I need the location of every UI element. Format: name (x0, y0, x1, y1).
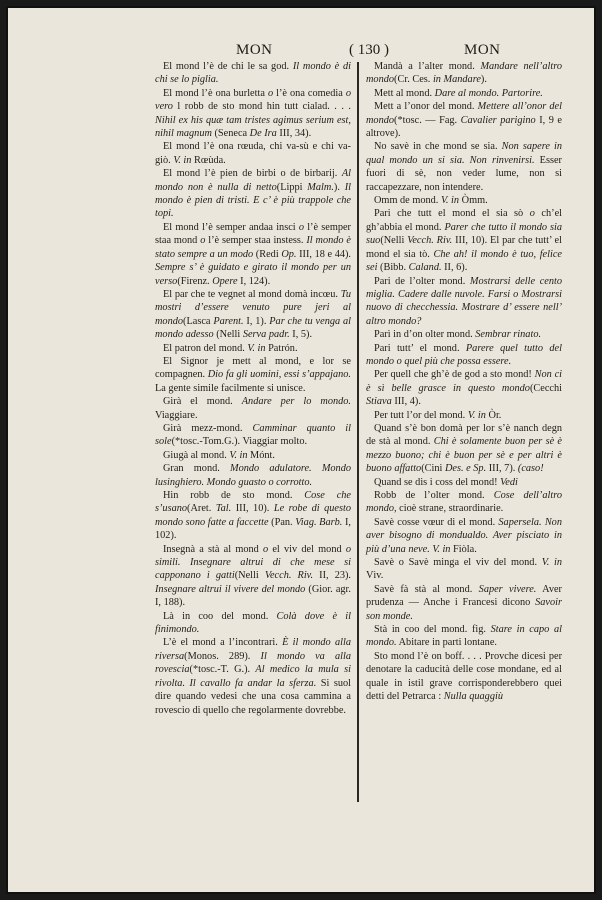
page-number: ( 130 ) (349, 42, 389, 58)
dictionary-entry: Quand se dis i coss del mond! Vedi (374, 476, 518, 488)
dictionary-entry: Gran mond. Mondo adulatore. Mondo lusinghiero. Mondo guasto o corrotto. (155, 463, 351, 488)
dictionary-entry: Savè cosse vœur di el mond. Sapersela. Non aver bisogno di mondualdo. Aver pisciato in più d’una neve. V. in Fiòla. (366, 516, 562, 555)
dictionary-entry: Sto mond l’è on boff. . . . Provche dicesi per denotare la caducità delle cose mondane, ed al quale in istil grave corrisponderebbero quei detti del Petrarca : Nulla quaggiù (366, 650, 562, 703)
dictionary-entry: Per quell che gh’è de god a sto mond! Non ci è sì belle grasce in questo mondo(Cecchi Stiava III, 4). (366, 369, 563, 408)
dictionary-entry: Pari tutt’ el mond. Parere quel tutto del mondo o quel più che possa essere. (366, 342, 562, 367)
dictionary-entry: Hin robb de sto mond. Cose che s’usano(Aret. Tal. III, 10). Le robe di questo mondo sono fatte a faccette (Pan. Viag. Barb. I, 102). (155, 490, 352, 542)
dictionary-entry: El par che te vegnet al mond domà incœu. Tu mostri d’essere venuto pure jeri al mondo(Lasca Parent. I, 1). Par che tu venga al mondo adesso (Nelli Serva padr. I, 5). (155, 288, 352, 341)
dictionary-entry: Savè o Savè minga el viv del mond. V. in Vìv. (366, 557, 562, 582)
column-divider (357, 62, 359, 802)
dictionary-entry: Stà in coo del mond. fig. Stare in capo al mondo. Abitare in parti lontane. (366, 624, 562, 649)
dictionary-entry: L’è el mond a l’incontrari. È il mondo alla riversa(Monos. 289). Il mondo va alla rovescia(*tosc.-T. G.). Al medico la mula si rivolta. Il cavallo fa andar la sferza. Si suol dire quando vedesi che una cosa cammina a rovescio di quello che regolarmente dovrebbe. (155, 637, 352, 716)
dictionary-entry: El mond l’è semper andaa insci o l’è semper staa mond o l’è semper staa instess. Il mondo è stato sempre a un modo (Redi Op. III, 18 e 44). Sempre s’ è guidato e girato il mondo per un verso(Firenz. Opere I, 124). (155, 221, 351, 287)
dictionary-entry: Parì in d’on olter mond. Sembrar rinato. (374, 329, 542, 341)
dictionary-entry: Giugà al mond. V. in Mónt. (163, 449, 275, 461)
dictionary-entry: El mond l’è ona rœuda, chi va-sù e chi va-giò. V. in Rœùda. (155, 141, 351, 166)
dictionary-entry: Mandà a l’alter mond. Mandare nell’altro mondo(Cr. Ces. in Mandare). (366, 61, 562, 86)
dictionary-entry: El Signor je mett al mond, e lor se compagnen. Dio fa gli uomini, essi s’appajano. La gente simile facilmente si unisce. (155, 355, 351, 394)
dictionary-entry: Girà el mond. Andare per lo mondo. Viaggiare. (155, 396, 351, 421)
dictionary-entry: Quand s’è bon domà per lor s’è nanch degn de stà al mond. Chi è solamente buon per sè è mezzo buono; chi è buon per sè e per altri è buono affatto(Cini Des. e Sp. III, 7). (caso! (366, 422, 562, 475)
dictionary-entry: Girà mezz-mond. Camminar quanto il sole(*tosc.-Tom.G.). Viaggiar molto. (155, 422, 351, 448)
dictionary-entry: No savè in che mond se sia. Non sapere in qual mondo un si sia. Non rinvenirsi. Esser fuori di sè, non veder lume, non si raccapezzare, non intendere. (366, 141, 562, 193)
dictionary-entry: Insegnà a stà al mond o el viv del mond o simili. Insegnare altrui di che mese si capponano i gatti(Nelli Vecch. Riv. II, 23). Insegnare altrui il vivere del mondo (Gior. agr. I, 188). (155, 543, 352, 609)
running-head (6, 42, 596, 62)
dictionary-entry: Là in coo del mond. Colà dove è il finimondo. (155, 610, 351, 636)
dictionary-entry: Pari che tutt el mond el sia sò o ch’el gh’abbia el mond. Parer che tutto il mondo sia suo(Nelli Vecch. Riv. III, 10). El par che tutt’ el mond el sia tò. Che ah! il mondo è tuo, felice sei (Bibb. Caland. II, 6). (366, 208, 562, 274)
dictionary-entry: Robb de l’olter mond. Cose dell’altro mondo, cioè strane, straordinarie. (366, 490, 562, 515)
dictionary-entry: El patron del mond. V. in Patrón. (163, 342, 298, 354)
running-head-right-word: MON (464, 42, 501, 58)
dictionary-entry: Savè fà stà al mond. Saper vivere. Aver prudenza — Anche i Francesi dicono Savoir son monde. (366, 583, 562, 622)
dictionary-entry: El mond l’è de chi le sa god. Il mondo è di chi se lo piglia. (155, 61, 352, 86)
dictionary-entry: Mett a l’onor del mond. Mettere all’onor del mondo(*tosc. — Fag. Cavalier parigino I, 9 e altrove). (366, 101, 562, 140)
running-head-left-word: MON (236, 42, 273, 58)
left-column (155, 60, 351, 717)
dictionary-entry: Pari de l’olter mond. Mostrarsi delle cento miglia. Cadere dalle nuvole. Farsi o Mostrarsi nuovo di checchessia. Mostrare d’ essere nell’ altro mondo? (366, 275, 562, 327)
dictionary-entry: El mond l’è pien de birbi o de birbarij. Al mondo non è nulla di netto(Lippi Malm.). Il mondo è pien di tristi. E c’ è più trappole che topi. (155, 168, 351, 220)
dictionary-entry: El mond l’è ona burletta o l’è ona comedia o vero l robb de sto mond hin tutt cialad. . . . Nihil ex his quæ tam tristes agimus serium est, nihil magnum (Seneca De Ira III, 34). (155, 87, 352, 140)
dictionary-entry: Omm de mond. V. in Òmm. (374, 195, 488, 207)
dictionary-entry: Per tutt l’or del mond. V. in Òr. (374, 409, 502, 421)
dictionary-entry: Mett al mond. Dare al mondo. Partorire. (374, 87, 543, 99)
right-column (366, 60, 562, 704)
